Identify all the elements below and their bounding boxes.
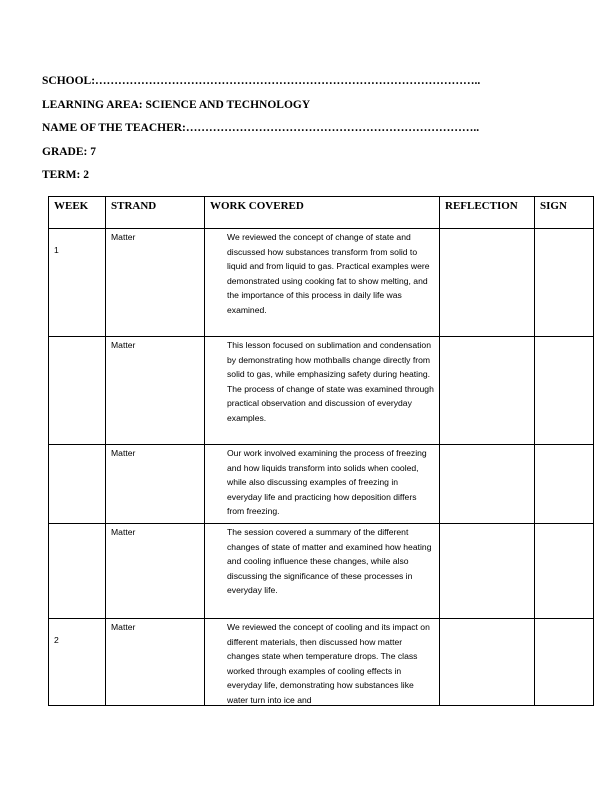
- reflection-cell: [440, 229, 535, 337]
- term-line: TERM: 2: [42, 169, 89, 181]
- column-header-strand: STRAND: [106, 197, 205, 229]
- week-cell: 1: [49, 229, 106, 337]
- table-row: [49, 619, 594, 706]
- sign-cell: [535, 445, 594, 524]
- column-header-reflection: REFLECTION: [440, 197, 535, 229]
- work-covered-cell: Our work involved examining the process of freezing and how liquids transform into solids when cooled, while also discussing examples of freezing in everyday life and practicing how deposition differs from freezing.: [205, 445, 440, 524]
- strand-cell: Matter: [106, 229, 205, 337]
- strand-cell: Matter: [106, 619, 205, 706]
- strand-cell: Matter: [106, 337, 205, 445]
- week-cell: [49, 524, 106, 619]
- column-header-week: WEEK: [49, 197, 106, 229]
- column-header-sign: SIGN: [535, 197, 594, 229]
- reflection-cell: [440, 337, 535, 445]
- grade-line: GRADE: 7: [42, 145, 96, 158]
- table-row: [49, 229, 594, 337]
- reflection-cell: [440, 619, 535, 706]
- column-header-work-covered: WORK COVERED: [205, 197, 440, 229]
- work-covered-cell: [205, 619, 440, 706]
- table-row: [49, 445, 594, 524]
- strand-cell: Matter: [106, 524, 205, 619]
- work-covered-cell: The session covered a summary of the different changes of state of matter and examined how heating and cooling influence these changes, while also discussing the significance of these processes in everyday life.: [205, 524, 440, 619]
- sign-cell: [535, 229, 594, 337]
- table-row: [49, 337, 594, 445]
- table-row: [49, 524, 594, 619]
- week-cell: 2: [49, 619, 106, 706]
- document-header: [42, 74, 480, 192]
- sign-cell: [535, 337, 594, 445]
- work-covered-cell: We reviewed the concept of change of state and discussed how substances transform from solid to liquid and from liquid to gas. Practical examples were demonstrated using cooking fat to show melting, and the importance of this process in daily life was examined.: [205, 229, 440, 337]
- reflection-cell: [440, 445, 535, 524]
- reflection-cell: [440, 524, 535, 619]
- teacher-name-line: NAME OF THE TEACHER:…………………………………………………………………..: [42, 122, 480, 134]
- week-cell: [49, 445, 106, 524]
- school-line: SCHOOL:………………………………………………………………………………………..: [42, 75, 481, 87]
- sign-cell: [535, 619, 594, 706]
- work-covered-text: We reviewed the concept of cooling and its impact on different materials, then discussed how matter changes state when temperature drops. The class worked through examples of cooling effects in everyday life, demonstrating how substances like water turn into ice and: [227, 622, 430, 705]
- work-covered-cell: This lesson focused on sublimation and condensation by demonstrating how mothballs change directly from solid to gas, while emphasizing safety during heating. The process of change of state was examined through practical observation and discussion of everyday examples.: [205, 337, 440, 445]
- table-header-row: [49, 197, 594, 229]
- learning-area-line: LEARNING AREA: SCIENCE AND TECHNOLOGY: [42, 98, 311, 111]
- sign-cell: [535, 524, 594, 619]
- work-record-table: [48, 196, 594, 706]
- strand-cell: Matter: [106, 445, 205, 524]
- week-cell: [49, 337, 106, 445]
